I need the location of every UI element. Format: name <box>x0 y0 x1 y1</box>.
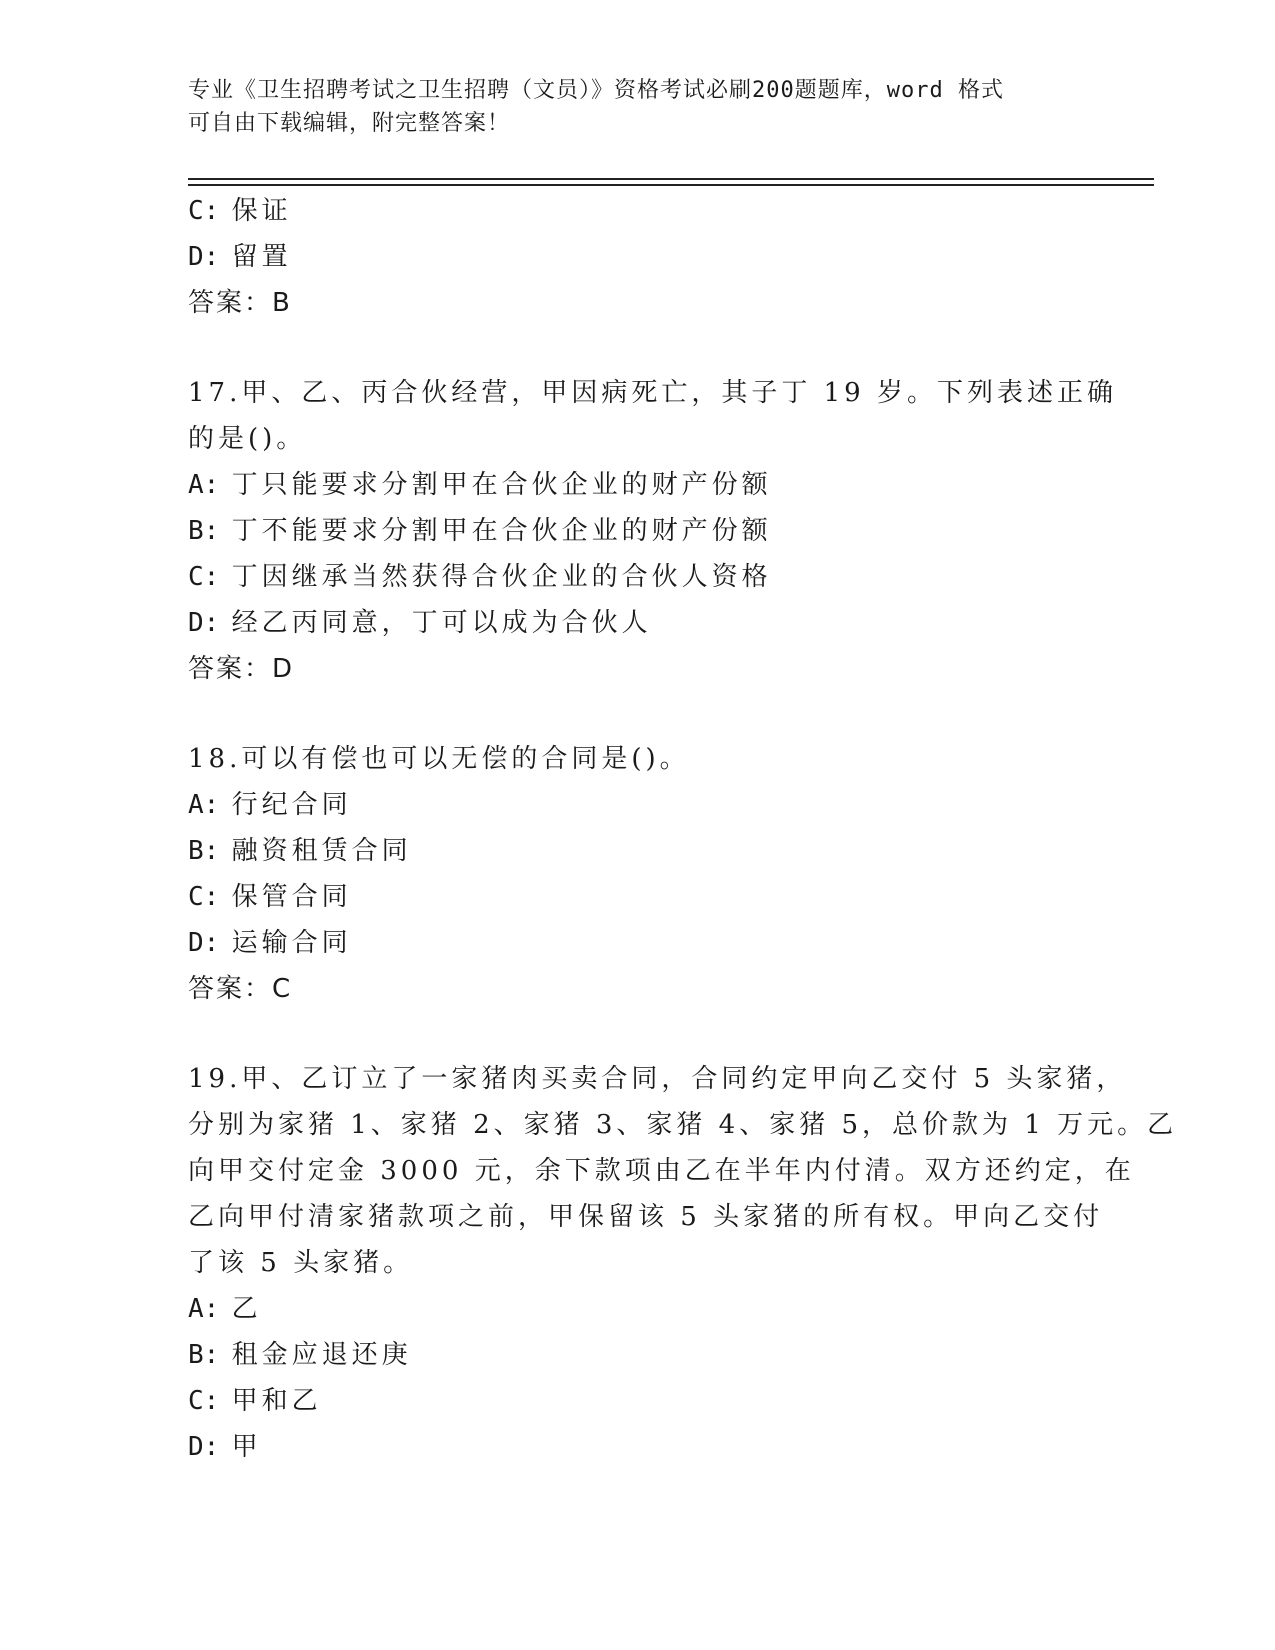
option-c: C: 保管合同 <box>188 882 352 912</box>
document-header <box>188 74 1068 140</box>
question-block <box>188 188 1088 326</box>
answer-line: 答案：D <box>188 654 295 684</box>
question-stem: 19.甲、乙订立了一家猪肉买卖合同，合同约定甲向乙交付 5 头家猪， 分别为家猪 1、家猪 2、家猪 3、家猪 4、家猪 5，总价款为 1 万元。乙 向甲交付定金 3000 元，余下款项由乙在半年内付清。双方还约定，在 乙向甲付清家猪款项之前，甲保留该 5 头家猪的所有权。甲向乙交付 了该 5 头家猪。 <box>188 1064 1178 1278</box>
option-b: B: 租金应退还庚 <box>188 1340 412 1370</box>
option-b: B: 丁不能要求分割甲在合伙企业的财产份额 <box>188 516 772 546</box>
question-block <box>188 1056 1178 1470</box>
answer-line: 答案：B <box>188 288 292 318</box>
question-block <box>188 736 1088 1012</box>
question-block <box>188 370 1117 692</box>
option-a: A: 丁只能要求分割甲在合伙企业的财产份额 <box>188 470 772 500</box>
option-d: D: 运输合同 <box>188 928 352 958</box>
option-d: D: 甲 <box>188 1432 262 1462</box>
option-b: B: 融资租赁合同 <box>188 836 412 866</box>
question-stem: 18.可以有偿也可以无偿的合同是()。 <box>188 744 690 774</box>
option-c: C: 保证 <box>188 196 292 226</box>
option-c: C: 丁因继承当然获得合伙企业的合伙人资格 <box>188 562 772 592</box>
header-line-1: 专业《卫生招聘考试之卫生招聘（文员）》资格考试必刷200题题库，word 格式 <box>188 78 1004 103</box>
header-line-2: 可自由下载编辑，附完整答案！ <box>188 111 511 136</box>
answer-line: 答案：C <box>188 974 293 1004</box>
question-stem: 17.甲、乙、丙合伙经营，甲因病死亡，其子丁 19 岁。下列表述正确 的是()。 <box>188 378 1117 454</box>
question-list <box>188 188 1178 1470</box>
option-c: C: 甲和乙 <box>188 1386 322 1416</box>
option-a: A: 乙 <box>188 1294 262 1324</box>
option-a: A: 行纪合同 <box>188 790 352 820</box>
header-divider-bottom <box>188 184 1154 186</box>
option-d: D: 经乙丙同意，丁可以成为合伙人 <box>188 608 652 638</box>
header-divider-top <box>188 178 1154 180</box>
option-d: D: 留置 <box>188 242 292 272</box>
